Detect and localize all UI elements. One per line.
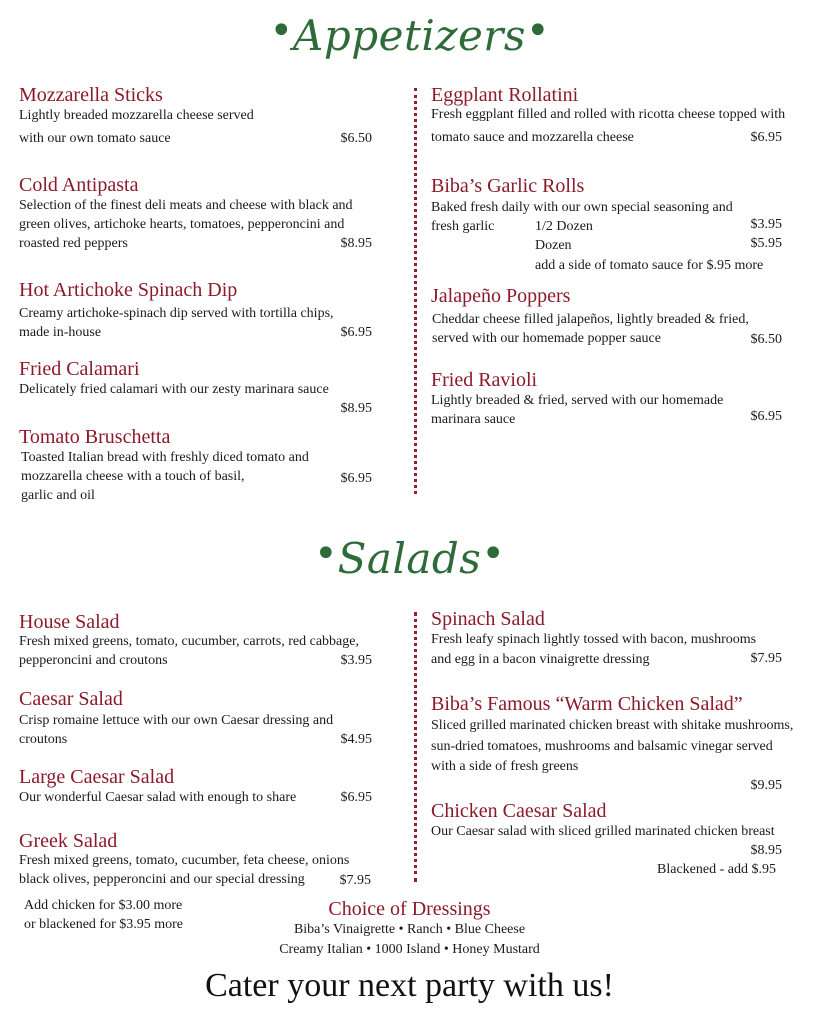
- item-desc: Toasted Italian bread with freshly diced tomato and: [21, 450, 309, 465]
- item-desc: Baked fresh daily with our own special seasoning and: [431, 200, 733, 215]
- item-title-eggplant-rollatini: Eggplant Rollatini: [431, 84, 579, 106]
- item-desc: sun-dried tomatoes, mushrooms and balsamic vinegar served: [431, 739, 773, 754]
- item-title-fried-ravioli: Fried Ravioli: [431, 369, 538, 391]
- item-price: $6.50: [340, 131, 372, 146]
- item-desc: green olives, artichoke hearts, tomatoes, pepperoncini and: [19, 217, 345, 232]
- item-desc: Lightly breaded & fried, served with our homemade: [431, 393, 724, 408]
- item-price: $8.95: [340, 236, 372, 251]
- item-title-chicken-caesar-salad: Chicken Caesar Salad: [431, 800, 607, 822]
- option-price: $5.95: [750, 236, 782, 251]
- item-desc: Crisp romaine lettuce with our own Caesar dressing and: [19, 713, 334, 728]
- heading-dot-right: •: [481, 531, 505, 577]
- item-title-fried-calamari: Fried Calamari: [19, 358, 140, 380]
- item-price: $8.95: [750, 843, 782, 858]
- item-price: $7.95: [339, 873, 371, 888]
- item-desc: Fresh eggplant filled and rolled with ricotta cheese topped with: [431, 107, 786, 122]
- item-desc: Fresh mixed greens, tomato, cucumber, carrots, red cabbage,: [19, 634, 359, 649]
- heading-dot-right: •: [525, 8, 550, 54]
- item-desc: Creamy artichoke-spinach dip served with tortilla chips,: [19, 306, 334, 321]
- appetizers-column-divider: [414, 88, 417, 494]
- item-title-warm-chicken-salad: Biba’s Famous “Warm Chicken Salad”: [431, 693, 743, 715]
- item-desc: mozzarella cheese with a touch of basil,: [21, 469, 245, 484]
- addon-line: Add chicken for $3.00 more: [24, 898, 183, 913]
- item-title-bibas-garlic-rolls: Biba’s Garlic Rolls: [431, 175, 585, 197]
- item-price: $9.95: [750, 778, 782, 793]
- heading-dot-left: •: [269, 8, 294, 54]
- item-desc: roasted red peppers: [19, 236, 128, 251]
- item-desc: Cheddar cheese filled jalapeños, lightly breaded & fried,: [432, 312, 749, 327]
- item-desc: Selection of the finest deli meats and cheese with black and: [19, 198, 353, 213]
- item-desc: and egg in a bacon vinaigrette dressing: [431, 652, 650, 667]
- salads-heading: [0, 531, 819, 583]
- dressings-line: Biba’s Vinaigrette • Ranch • Blue Cheese: [293, 922, 526, 937]
- item-desc: croutons: [19, 732, 68, 747]
- item-desc: Lightly breaded mozzarella cheese served: [19, 108, 254, 123]
- item-title-greek-salad: Greek Salad: [19, 830, 118, 852]
- option-label: Dozen: [535, 238, 572, 253]
- item-desc: pepperoncini and croutons: [19, 653, 168, 668]
- item-desc: Fresh leafy spinach lightly tossed with bacon, mushrooms: [431, 632, 757, 647]
- item-desc: made in-house: [19, 325, 102, 340]
- item-desc: served with our homemade popper sauce: [432, 331, 661, 346]
- item-note: add a side of tomato sauce for $.95 more: [535, 258, 764, 273]
- item-desc: marinara sauce: [431, 412, 516, 427]
- appetizers-heading-text: Appetizers: [293, 11, 526, 60]
- salads-heading-text: Salads: [337, 534, 482, 583]
- dressings-title: Choice of Dressings: [328, 898, 491, 920]
- item-price: $6.95: [340, 471, 372, 486]
- item-desc: Sliced grilled marinated chicken breast with shitake mushrooms,: [431, 718, 794, 733]
- item-desc: with our own tomato sauce: [19, 131, 171, 146]
- item-desc: Our Caesar salad with sliced grilled marinated chicken breast: [431, 824, 775, 839]
- dressings-line: Creamy Italian • 1000 Island • Honey Mustard: [279, 942, 540, 957]
- item-price: $6.95: [750, 409, 782, 424]
- item-desc: Delicately fried calamari with our zesty marinara sauce: [19, 382, 329, 397]
- option-label: 1/2 Dozen: [535, 219, 593, 234]
- item-price: $6.95: [340, 790, 372, 805]
- salads-column-divider: [414, 612, 417, 882]
- item-desc: with a side of fresh greens: [431, 759, 579, 774]
- addon-line: or blackened for $3.95 more: [24, 917, 183, 932]
- item-price: $8.95: [340, 401, 372, 416]
- item-desc: tomato sauce and mozzarella cheese: [431, 130, 634, 145]
- item-title-hot-artichoke-spinach-dip: Hot Artichoke Spinach Dip: [19, 279, 238, 301]
- item-price: $3.95: [340, 653, 372, 668]
- item-desc: black olives, pepperoncini and our special dressing: [19, 872, 305, 887]
- item-price: $7.95: [750, 651, 782, 666]
- item-price: $6.95: [340, 325, 372, 340]
- item-extra: Blackened - add $.95: [657, 862, 776, 877]
- item-title-house-salad: House Salad: [19, 611, 120, 633]
- item-title-large-caesar-salad: Large Caesar Salad: [19, 766, 175, 788]
- item-desc: fresh garlic: [431, 219, 495, 234]
- cater-banner: Cater your next party with us!: [205, 967, 614, 1004]
- heading-dot-left: •: [314, 531, 338, 577]
- option-price: $3.95: [750, 217, 782, 232]
- item-desc: garlic and oil: [21, 488, 95, 503]
- item-price: $4.95: [340, 732, 372, 747]
- appetizers-heading: [0, 8, 819, 60]
- item-desc: Fresh mixed greens, tomato, cucumber, feta cheese, onions: [19, 853, 350, 868]
- item-price: $6.95: [750, 130, 782, 145]
- item-title-cold-antipasta: Cold Antipasta: [19, 174, 139, 196]
- item-price: $6.50: [750, 332, 782, 347]
- item-title-spinach-salad: Spinach Salad: [431, 608, 545, 630]
- item-title-mozzarella-sticks: Mozzarella Sticks: [19, 84, 163, 106]
- item-title-caesar-salad: Caesar Salad: [19, 688, 123, 710]
- item-desc: Our wonderful Caesar salad with enough to share: [19, 790, 297, 805]
- item-title-jalapeno-poppers: Jalapeño Poppers: [431, 285, 571, 307]
- item-title-tomato-bruschetta: Tomato Bruschetta: [19, 426, 171, 448]
